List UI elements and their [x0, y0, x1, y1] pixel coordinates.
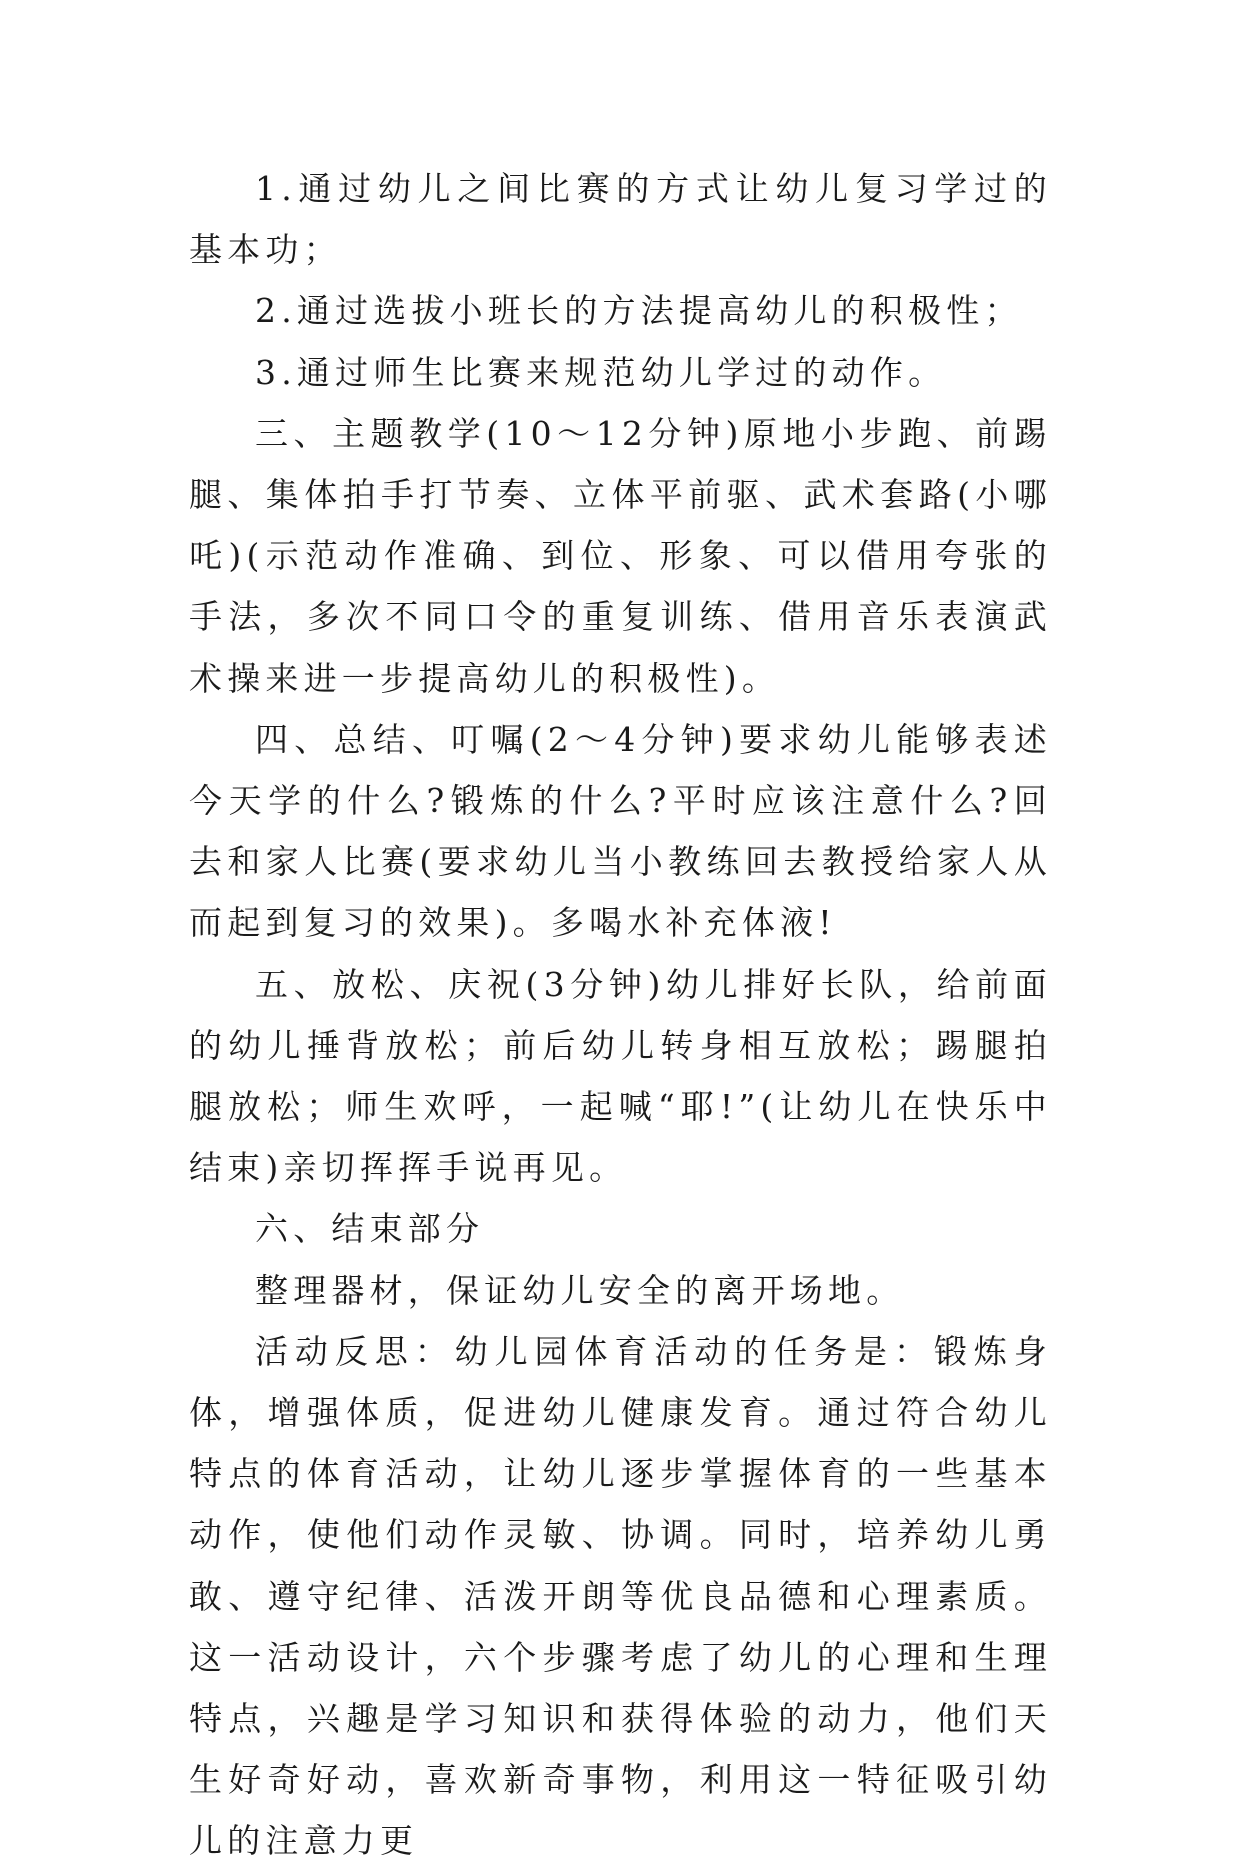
paragraph-goal-3: 3.通过师生比赛来规范幼儿学过的动作。 — [255, 352, 947, 392]
paragraph-section-6-heading: 六、结束部分 — [255, 1209, 485, 1249]
paragraph-goal-1: 1.通过幼儿之间比赛的方式让幼儿复习学过的基本功； — [189, 169, 1052, 270]
paragraph-section-5: 五、放松、庆祝(3分钟)幼儿排好长队，给前面的幼儿捶背放松；前后幼儿转身相互放松；踢腿拍腿放松；师生欢呼，一起喊“耶!”(让幼儿在快乐中结束)亲切挥挥手说再见。 — [189, 964, 1052, 1188]
document-body — [189, 158, 1052, 1872]
paragraph-section-3: 三、主题教学(10～12分钟)原地小步跑、前踢腿、集体拍手打节奏、立体平前驱、武术套路(小哪吒)(示范动作准确、到位、形象、可以借用夸张的手法，多次不同口令的重复训练、借用音乐表演武术操来进一步提高幼儿的积极性)。 — [189, 413, 1052, 698]
paragraph-section-6-body: 整理器材，保证幼儿安全的离开场地。 — [255, 1270, 905, 1310]
paragraph-reflection: 活动反思：幼儿园体育活动的任务是：锻炼身体，增强体质，促进幼儿健康发育。通过符合幼儿特点的体育活动，让幼儿逐步掌握体育的一些基本动作，使他们动作灵敏、协调。同时，培养幼儿勇敢、遵守纪律、活泼开朗等优良品德和心理素质。这一活动设计，六个步骤考虑了幼儿的心理和生理特点，兴趣是学习知识和获得体验的动力，他们天生好奇好动，喜欢新奇事物，利用这一特征吸引幼儿的注意力更 — [189, 1331, 1052, 1861]
paragraph-goal-2: 2.通过选拔小班长的方法提高幼儿的积极性； — [255, 291, 1023, 331]
paragraph-section-4: 四、总结、叮嘱(2～4分钟)要求幼儿能够表述今天学的什么?锻炼的什么?平时应该注意什么?回去和家人比赛(要求幼儿当小教练回去教授给家人从而起到复习的效果)。多喝水补充体液! — [189, 719, 1052, 943]
